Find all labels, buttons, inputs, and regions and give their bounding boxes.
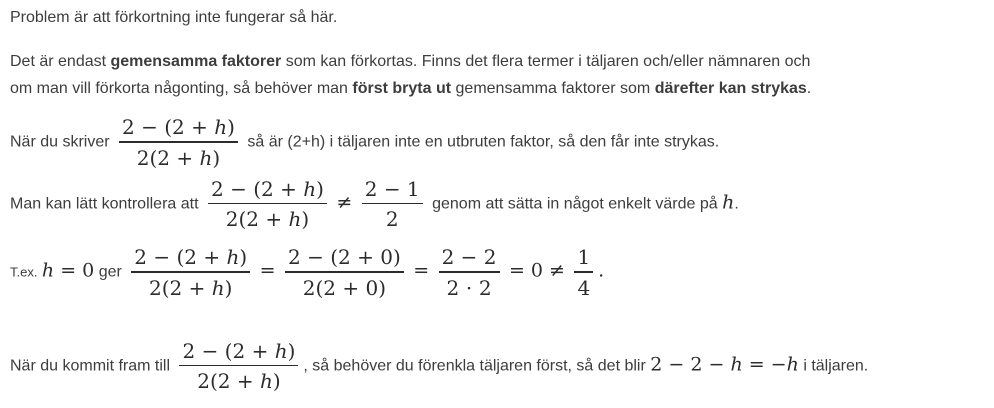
math-fraction-substituted [285,245,404,300]
fraction-numerator: 2 − (2 + h) [134,245,248,269]
bold-emphasis-gemensamma-faktorer: gemensamma faktorer [110,53,282,70]
text-run: . [806,80,812,97]
text-run: Det är endast [10,53,111,70]
text-run: . [734,194,739,212]
fraction-numerator: 2 − (2 + h) [211,176,324,201]
fraction-denominator: 4 [577,275,591,300]
paragraph-simplify-numerator [10,339,984,394]
text-line-1 [10,48,984,75]
text-run: När du skriver [10,133,110,151]
period: . [598,259,605,282]
equals-zero-not-equal: = 0 ≠ [508,259,565,282]
text-run: genom att sätta in något enkelt värde på [432,194,718,212]
fraction-numerator: 2 − (2 + h) [182,338,296,363]
fraction-numerator: 2 − (2 + 0) [288,245,401,269]
fraction-bar [119,141,238,143]
text-run: som kan förkortas. Finns det flera termer i täljaren och/eller nämnaren och [281,53,811,70]
fraction-numerator: 2 − 2 [441,245,497,269]
text-run: i täljaren. [803,356,869,374]
text-run: ger [98,263,122,281]
math-fraction-main [119,115,238,170]
fraction-numerator: 1 [577,245,591,269]
fraction-denominator: 2 ⋅ 2 [446,275,492,300]
math-fraction-evaluated [439,245,500,300]
not-equal-sign: ≠ [336,190,353,213]
text-run: så är (2+h) i täljaren inte en utbruten faktor, så den får inte strykas. [247,133,720,151]
math-fraction-wrong-result [362,177,423,232]
fraction-denominator: 2(2 + h) [149,275,233,300]
math-h-equals-0: h = 0 [41,259,95,282]
bold-emphasis-forst-bryta-ut: först bryta ut [352,80,452,97]
math-simplification: 2 − 2 − h = −h [650,352,799,375]
fraction-bar [574,271,593,273]
equals-sign: = [259,259,276,282]
paragraph-problem-statement: Problem är att förkortning inte fungerar så här. [10,9,338,26]
text-run: När du kommit fram till [10,356,171,374]
text-run: gemensamma faktorer som [451,80,655,97]
paragraph-common-factors-rule [10,48,984,102]
fraction-denominator: 2(2 + 0) [302,275,387,300]
fraction-bar [131,271,250,273]
paragraph-not-a-factor [10,115,984,170]
fraction-denominator: 2(2 + h) [225,207,310,231]
equals-sign: = [413,259,430,282]
fraction-numerator: 2 − 1 [364,176,420,201]
fraction-denominator: 2(2 + h) [136,145,221,170]
text-line-2 [10,75,984,102]
math-variable-h: h [722,190,735,213]
text-run: , så behöver du förenkla täljaren först, så det blir [303,356,646,374]
fraction-bar [208,203,327,205]
fraction-bar [439,271,500,273]
fraction-bar [362,203,423,205]
text-run-tex: T.ex. [10,264,38,280]
text-run: Man kan lätt kontrollera att [10,194,199,212]
fraction-numerator: 2 − (2 + h) [122,115,235,139]
fraction-denominator: 2(2 + h) [197,369,281,393]
fraction-bar [179,365,298,367]
math-fraction-one-quarter [574,245,593,300]
fraction-bar [285,271,404,273]
math-fraction-main [208,177,327,232]
fraction-denominator: 2 [385,207,399,231]
math-fraction-main [131,245,250,300]
math-fraction-main [179,339,298,394]
math-answer-document [10,8,984,393]
text-run: om man vill förkorta någonting, så behöver man [10,80,353,97]
bold-emphasis-darefter-kan-strykas: därefter kan strykas [654,80,807,97]
paragraph-check-inequality [10,177,984,232]
paragraph-example-h-equals-0 [10,245,984,300]
